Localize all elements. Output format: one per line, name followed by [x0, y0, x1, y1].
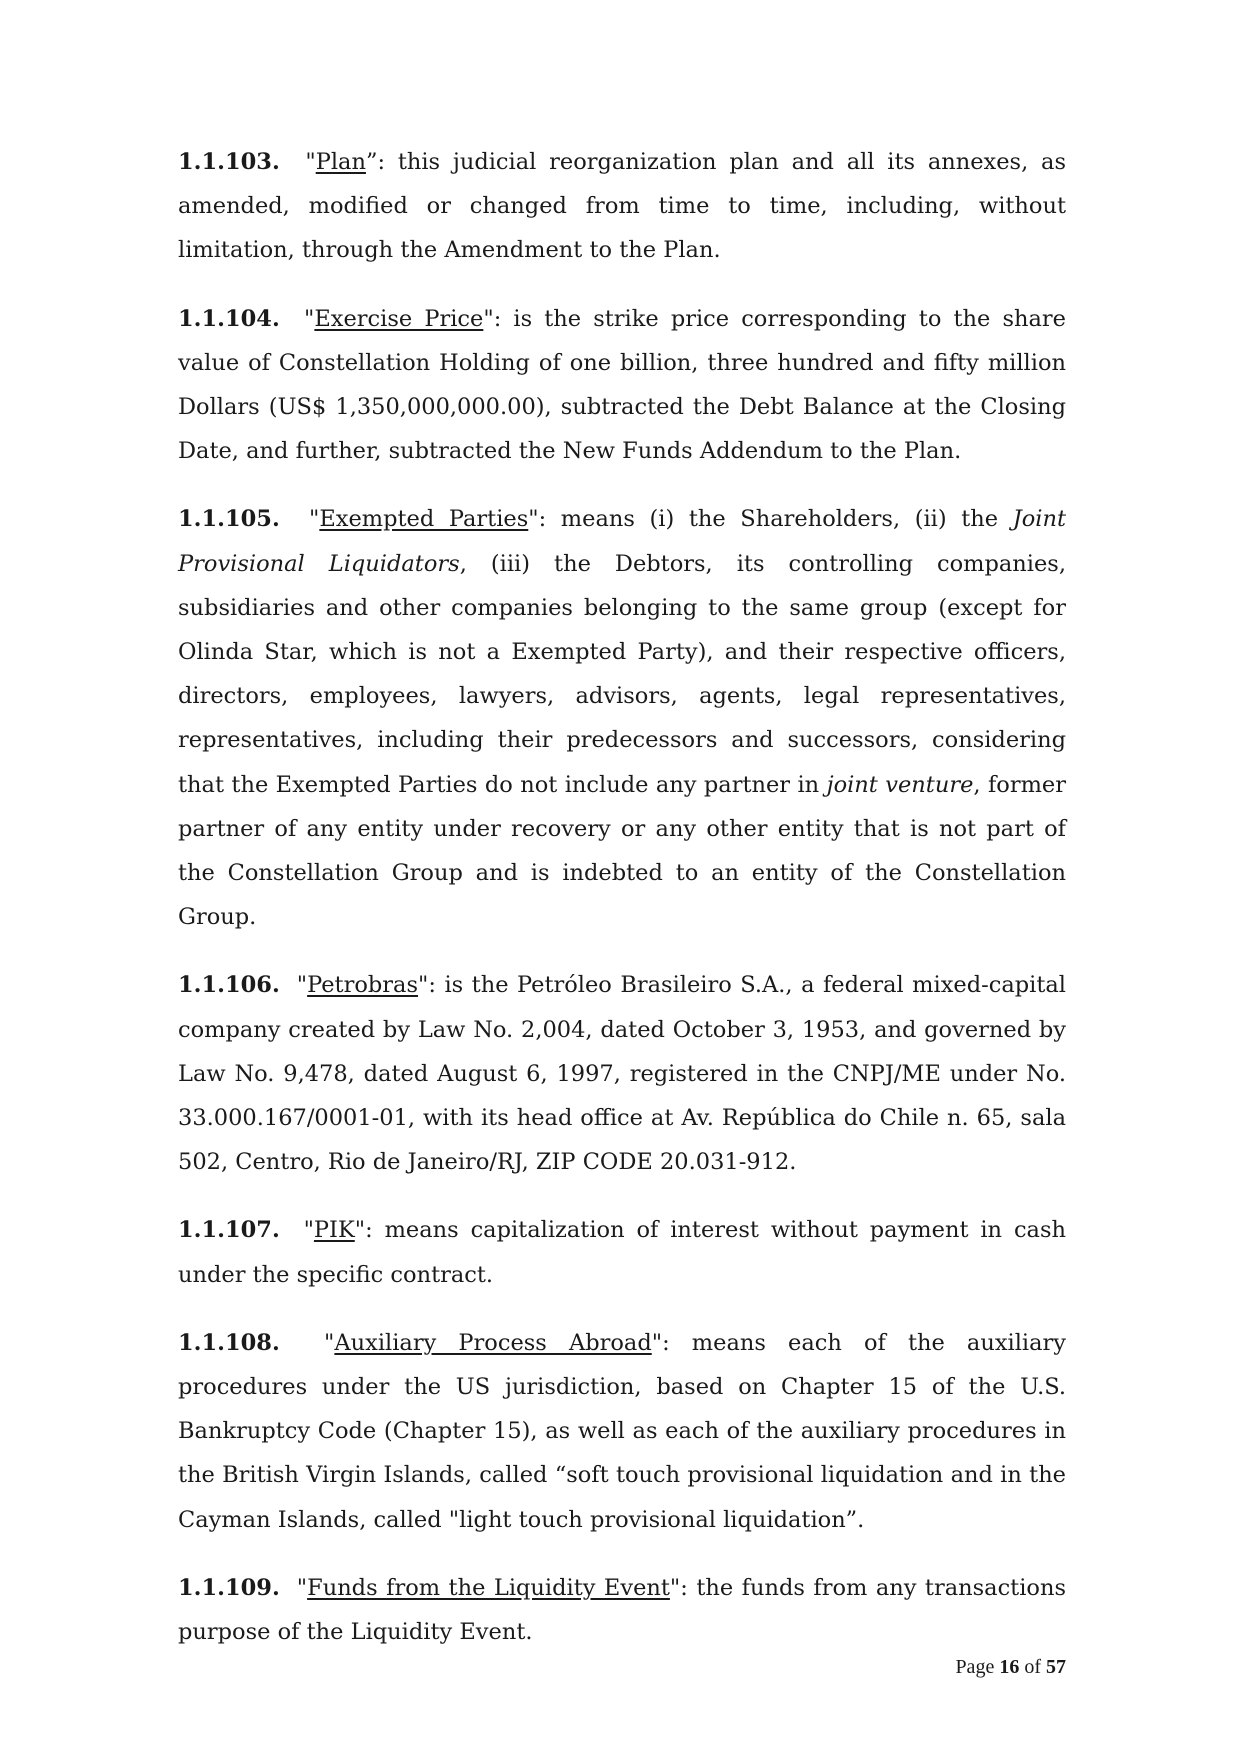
defined-term: Funds from the Liquidity Event: [307, 1574, 670, 1601]
defined-term: Auxiliary Process Abroad: [334, 1329, 652, 1356]
current-page-number: 16: [999, 1656, 1020, 1678]
clause-number: 1.1.106.: [178, 972, 280, 999]
open-quote: ": [304, 305, 315, 332]
clause-1-1-105: [178, 497, 1066, 939]
clause-number: 1.1.103.: [178, 149, 280, 175]
defined-term: Exercise Price: [314, 305, 484, 332]
open-quote: ": [296, 972, 308, 999]
total-pages-number: 57: [1046, 1656, 1066, 1678]
italic-text: Joint Provisional Liquidators: [178, 506, 1066, 577]
open-quote: ": [303, 1217, 314, 1244]
page-word: Page: [955, 1656, 995, 1678]
defined-term: Plan: [315, 149, 366, 175]
defined-term: Exempted Parties: [319, 506, 529, 533]
open-quote: ": [324, 1329, 335, 1356]
clause-text: ": is the Petróleo Brasileiro S.A., a federal mixed-capital company created by Law No. 2,004, dated October 3, 1953, and governed by Law No. 9,478, dated August 6, 1997, registered in the CNPJ/ME under No. 33.000.167/0001-01, with its head office at Av. República do Chile n. 65, sala 502, Centro, Rio de Janeiro/RJ, ZIP CODE 20.031-912.: [178, 972, 1066, 1176]
clause-number: 1.1.107.: [178, 1217, 280, 1244]
italic-text: joint venture: [826, 771, 974, 798]
clause-text: , (iii) the Debtors, its controlling companies, subsidiaries and other companies belonging to the same group (except for Olinda Star, which is not a Exempted Party), and their respective officers, directors, employees, lawyers, advisors, agents, legal representatives, representatives, including their predecessors and successors, considering that the Exempted Parties do not include any partner in: [178, 550, 1067, 798]
clause-1-1-103: [178, 140, 1066, 273]
document-body: [178, 140, 1066, 1678]
clause-1-1-108: [178, 1321, 1066, 1542]
clause-1-1-107: [178, 1208, 1066, 1296]
defined-term: Petrobras: [307, 972, 419, 999]
clause-1-1-106: [178, 963, 1066, 1184]
clause-text: , former partner of any entity under recovery or any other entity that is not part of the Constellation Group and is indebted to an entity of the Constellation Group.: [178, 771, 1067, 931]
clause-number: 1.1.108.: [178, 1329, 280, 1356]
clause-1-1-104: [178, 297, 1066, 474]
open-quote: ": [296, 1574, 308, 1601]
clause-text: ”: this judicial reorganization plan and all its annexes, as amended, modified or changed from time to time, including, without limitation, through the Amendment to the Plan.: [178, 149, 1066, 264]
clause-number: 1.1.104.: [178, 305, 280, 332]
clause-text: ": means (i) the Shareholders, (ii) the: [528, 506, 1013, 533]
open-quote: ": [305, 149, 316, 175]
clause-text: ": is the strike price corresponding to the share value of Constellation Holding of one billion, three hundred and fifty million Dollars (US$ 1,350,000,000.00), subtracted the Debt Balance at the Closing Date, and further, subtracted the New Funds Addendum to the Plan.: [178, 305, 1066, 465]
clause-text: ": means each of the auxiliary procedures under the US jurisdiction, based on Chapter 15 of the U.S. Bankruptcy Code (Chapter 15), as well as each of the auxiliary procedures in the British Virgin Islands, called “soft touch provisional liquidation and in the Cayman Islands, called "light touch provisional liquidation”.: [178, 1329, 1066, 1533]
clause-number: 1.1.109.: [178, 1574, 280, 1601]
page-number-footer: [900, 1656, 1066, 1679]
of-word: of: [1024, 1656, 1041, 1678]
clause-1-1-109: [178, 1566, 1066, 1654]
open-quote: ": [308, 506, 320, 533]
clause-number: 1.1.105.: [178, 506, 280, 533]
clause-text: ": the funds from any transactions purpose of the Liquidity Event.: [178, 1574, 1066, 1646]
clause-text: ": means capitalization of interest without payment in cash under the specific contract.: [178, 1217, 1066, 1288]
defined-term: PIK: [313, 1217, 355, 1244]
